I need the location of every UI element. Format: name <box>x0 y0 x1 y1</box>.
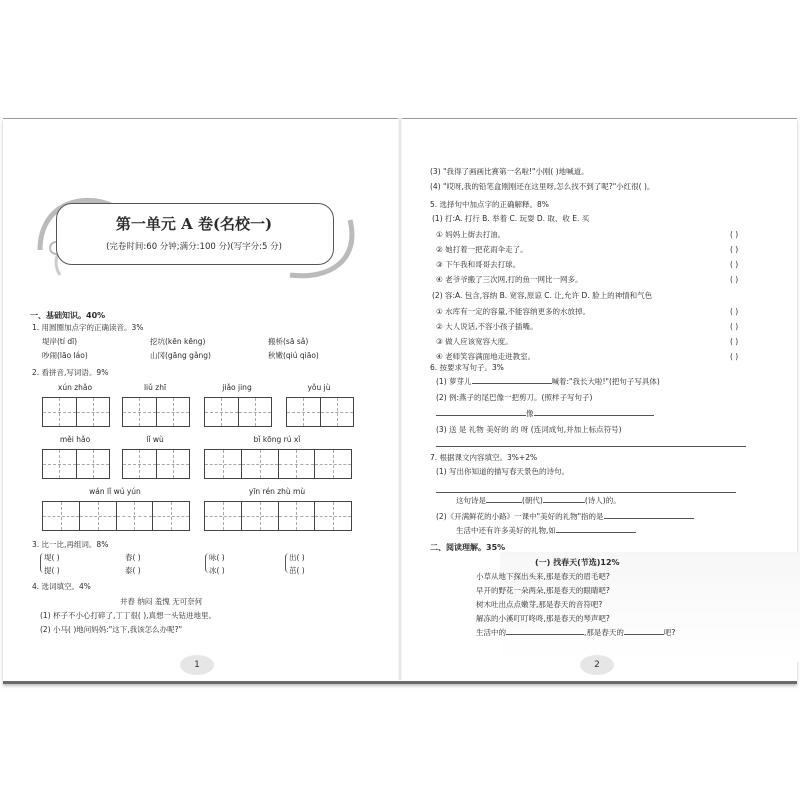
section-2-heading: 二、阅读理解。35% <box>430 543 506 552</box>
q3-item: 出( ) <box>289 553 305 562</box>
answer-line[interactable] <box>486 502 522 503</box>
q1-item: 山冈(gāng gǎng) <box>150 351 211 360</box>
q7-item: (1) 写出你知道的描写春天景色的诗句。 <box>436 467 570 476</box>
page-number: 2 <box>580 655 614 675</box>
q4-sentence: (4) "哎呀,我的铅笔盒刚刚还在这里呀,怎么找不到了呢?"小红很( )。 <box>430 182 655 191</box>
page-number: 1 <box>180 655 214 675</box>
question-4: 4. 选词填空。4% <box>32 582 91 591</box>
writing-grid[interactable] <box>42 397 110 427</box>
answer-line[interactable] <box>534 415 654 416</box>
answer-line[interactable] <box>604 518 694 519</box>
q6-sentence-3: (3) 送 是 礼物 美好的 的 呀 (连词成句,并加上标点符号) <box>436 425 622 434</box>
answer-blank[interactable]: ( ) <box>730 230 739 239</box>
answer-blank[interactable]: ( ) <box>730 352 739 361</box>
q4-sentence: (3) "我得了画画比赛第一名啦!"小刚( )地喊道。 <box>430 167 589 176</box>
q4-sentence: (1) 杯子不小心打碎了,丁丁很( ),真想一头钻进地里。 <box>40 611 217 620</box>
exam-info: (完卷时间:60 分钟;满分:100 分)(写字分:5 分) <box>106 242 282 252</box>
answer-blank[interactable]: ( ) <box>730 307 739 316</box>
question-6: 6. 按要求写句子。3% <box>430 363 504 372</box>
writing-grid[interactable] <box>42 501 190 531</box>
answer-line[interactable] <box>624 634 664 635</box>
q6-sentence-2: (2) 例:燕子的尾巴像一把剪刀。(照样子写句子) <box>436 393 593 402</box>
poem-line: 小草从地下探出头来,那是春天的眉毛吧? <box>476 572 610 581</box>
poem-line: 树木吐出点点嫩芽,那是春天的音符吧? <box>476 600 603 609</box>
q1-item: 堤岸(tí dī) <box>42 337 78 346</box>
q1-item: 吵闹(lāo láo) <box>42 351 88 360</box>
writing-grid[interactable] <box>122 397 190 427</box>
q7-item: 生活中还有许多美好的礼物,如 <box>456 526 636 536</box>
poem-line-blank: 生活中的 ,那是春天的 吧? <box>476 628 676 637</box>
answer-line[interactable] <box>436 446 746 447</box>
answer-line[interactable] <box>436 492 736 493</box>
writing-grid[interactable] <box>42 449 110 479</box>
pinyin-label: bǐ kōng rú xǐ <box>253 435 301 444</box>
q3-item: 冰( ) <box>209 566 225 575</box>
q3-item: 堤( ) <box>44 553 60 562</box>
reading-title: (一) 找春天(节选)12% <box>535 558 620 567</box>
question-2: 2. 看拼音,写词语。9% <box>32 368 109 377</box>
q5-item: ③ 下午我和哥哥去打球。 <box>436 260 521 269</box>
question-7: 7. 根据课文内容填空。3%+2% <box>430 453 538 462</box>
pinyin-label: yǒu jù <box>307 383 331 392</box>
answer-blank[interactable]: ( ) <box>730 260 739 269</box>
q3-item: 茁( ) <box>289 566 305 575</box>
q5-item: ① 水库有一定的容量,不能容纳更多的水放掉。 <box>436 307 590 316</box>
q5-item: ④ 老爷爷搬了三次网,打的鱼一网比一网多。 <box>436 275 583 284</box>
pinyin-label: wán lǐ wú yún <box>89 487 141 496</box>
poem-line: 早开的野花一朵两朵,那是春天的眼睛吧? <box>476 586 610 595</box>
q3-item: 春( ) <box>125 553 141 562</box>
q7-item: (2)《开满鲜花的小路》一课中"美好的礼物"指的是 <box>436 512 694 522</box>
q5-part-2: (2) 容:A. 包含,容纳 B. 宽容,原谅 C. 让,允许 D. 脸上的神情和气色 <box>432 291 653 300</box>
q5-item: ④ 老师笑容满面地走进教室。 <box>436 352 536 361</box>
section-1-heading: 一、基础知识。40% <box>30 311 106 320</box>
writing-grid[interactable] <box>204 397 272 427</box>
q3-item: 泰( ) <box>125 566 141 575</box>
pinyin-label: měi hǎo <box>59 435 91 444</box>
pinyin-label: xún zhǎo <box>57 383 93 392</box>
answer-blank[interactable]: ( ) <box>730 245 739 254</box>
pinyin-label: jiǎo jing <box>222 383 252 392</box>
writing-grid[interactable] <box>122 449 190 479</box>
answer-line[interactable] <box>506 634 584 635</box>
q6-sentence-2-blank: 像 <box>436 409 654 419</box>
answer-blank[interactable]: ( ) <box>730 275 739 284</box>
q6-sentence-1: (1) 萝芽儿 喊着:"我长大啦!"(把句子写具体) <box>436 377 660 386</box>
pinyin-label: yīn rén zhù mù <box>248 487 306 496</box>
q5-item: ② 大人说话,不容小孩子插嘴。 <box>436 322 538 331</box>
answer-line[interactable] <box>556 532 636 533</box>
pinyin-label: liǔ zhī <box>143 383 167 392</box>
q5-part-1: (1) 打:A. 打行 B. 举着 C. 玩耍 D. 取、收 E. 买 <box>432 214 590 223</box>
page-title: 第一单元 A 卷(名校一) <box>115 215 273 233</box>
q3-item: 咏( ) <box>209 553 225 562</box>
answer-blank[interactable]: ( ) <box>730 322 739 331</box>
poem-line: 解冻的小溪叮叮咚咚,那是春天的琴声吧? <box>476 614 610 623</box>
answer-line[interactable] <box>543 502 585 503</box>
question-3: 3. 比一比,再组词。8% <box>32 540 109 549</box>
writing-grid[interactable] <box>204 449 352 479</box>
q5-item: ① 妈妈上街去打油。 <box>436 230 506 239</box>
q3-item: 提( ) <box>44 566 60 575</box>
pinyin-label: lǐ wù <box>146 435 164 444</box>
q1-item: 秋嫩(qiú qiāo) <box>268 351 319 360</box>
question-5: 5. 选择句中加点字的正确解释。8% <box>430 200 549 209</box>
q1-item: 挖坑(kēn kēng) <box>150 337 206 346</box>
answer-line[interactable] <box>472 383 552 384</box>
answer-blank[interactable]: ( ) <box>730 337 739 346</box>
q5-item: ② 她打着一把花雨伞走了。 <box>436 245 528 254</box>
q1-item: 搬桥(sā sǎ) <box>268 337 309 346</box>
q7-item-blank: 这句诗是 (朝代) (诗人)的。 <box>456 496 621 505</box>
q5-item: ③ 做人应该宽容大度。 <box>436 337 513 346</box>
q4-word-bank: 井舂 纳闷 羞愧 无可奈何 <box>120 597 203 606</box>
q4-sentence: (2) 小马( )地问妈妈:"这下,我该怎么办呢?" <box>40 625 183 634</box>
book-gutter <box>398 118 402 680</box>
writing-grid[interactable] <box>286 397 354 427</box>
writing-grid[interactable] <box>204 501 352 531</box>
question-1: 1. 用圆圈加点字的正确读音。3% <box>32 323 144 332</box>
answer-line[interactable] <box>436 415 526 416</box>
